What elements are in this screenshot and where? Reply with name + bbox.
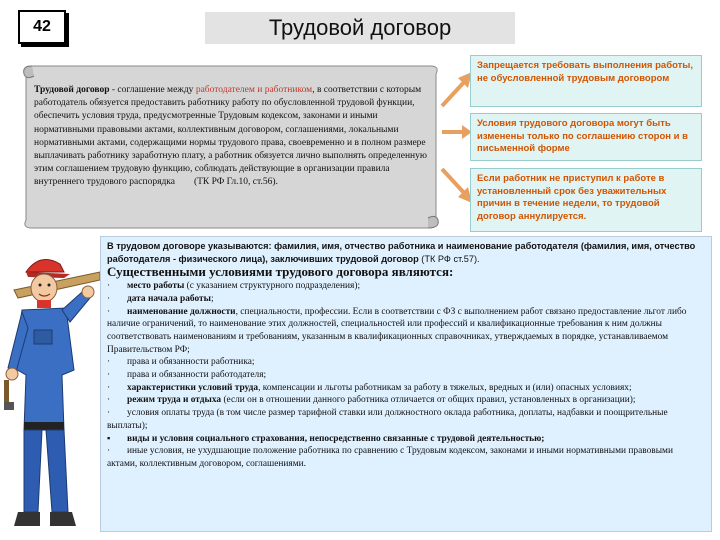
list-item [107,394,705,407]
item-bold-text: режим труда и отдыха [127,395,222,406]
bullet-icon: · [107,446,111,457]
definition-part2: , в соответствии с которым работодатель обязуется предоставить работнику работу по обусловленной трудовой функции, обеспечить условия труда, предусмотренные Трудовым кодексом, законами и иными нормативными правовыми актами, коллективным договором, соглашениями, локальными нормативными актами, содержащими нормы трудового права, своевременно и в полном размере выплачивать работнику заработную плату, а работник обязуется лично выполнять определенную этим соглашением трудовую функцию, соблюдать действующие в организации правила внутреннего трудового распорядка [34,85,427,188]
list-item [107,382,705,395]
item-text: (если он в отношении данного работника отличается от общих правил, установленных в организации); [221,395,636,406]
slide-number-badge: 42 [18,10,66,44]
bullet-icon: · [107,408,111,419]
list-item [107,306,705,357]
definition-text [34,84,432,190]
right-box-annulment: Если работник не приступил к работе в установленный срок без уважительных причин в течение недели, то трудовой договор аннулируется. [470,168,702,232]
bullet-icon: · [107,370,111,381]
list-item [107,407,705,432]
worker-illustration [4,250,100,535]
page-title: Трудовой договор [205,12,515,44]
item-text: права и обязанности работодателя; [127,370,267,381]
item-bold-text: наименование должности [127,306,236,317]
item-text: условия оплаты труда (в том числе размер тарифной ставки или должностного оклада работника, доплаты, надбавки и поощрительные выплаты); [107,408,668,431]
list-item [107,369,705,382]
item-bold-text: виды и условия социального страхования, непосредственно связанные с трудовой деятельностью; [127,433,545,444]
bullet-icon: · [107,357,111,368]
list-item [107,356,705,369]
definition-term: Трудовой договор [34,85,110,95]
bullet-icon: ▪ [107,433,111,444]
item-text: (с указанием структурного подразделения); [184,281,361,292]
list-item [107,280,705,293]
definition-parties: работодателем и работником [195,85,313,95]
item-bold-text: дата начала работы [127,293,211,304]
item-text: права и обязанности работника; [127,357,255,368]
definition-reference: (ТК РФ Гл.10, ст.56). [193,177,278,188]
list-item [107,433,705,446]
list-item [107,293,705,306]
item-text: , специальности, профессии. Если в соответствии с ФЗ с выполнением работ связано предоставление льгот либо наличие ограничений, то наименование этих должностей, специальностей или профессий и квалификационные требования к ним должны соответствовать наименованиям и требованиям, указанным в квалификационных справочниках, утверждаемых в порядке, устанавливаемом Правительством РФ; [107,306,687,355]
item-bold-text: характеристики условий труда [127,382,259,393]
main-intro-bold: В трудовом договоре указываются: фамилия, имя, отчество работника и наименование работодателя (фамилия, имя, отчество работодателя - физического лица), заключивших трудовой договор [107,241,696,264]
item-text: , компенсации и льготы работникам за работу в тяжелых, вредных и (или) опасных условиях; [258,382,632,393]
list-item [107,445,705,470]
arrow-to-box3 [440,165,474,205]
bullet-icon: · [107,395,111,406]
bullet-icon: · [107,281,111,292]
definition-part1: - соглашение между [109,85,196,95]
conditions-subheading: Существенными условиями трудового договора являются: [107,264,454,280]
bullet-icon: · [107,306,111,317]
bullet-icon: · [107,382,111,393]
right-box-changes: Условия трудового договора могут быть изменены только по соглашению сторон и в письменной форме [470,113,702,161]
arrow-to-box2 [440,122,474,142]
item-bold-text: место работы [127,281,185,292]
main-conditions-box [100,236,712,532]
main-intro [107,240,705,265]
item-text: иные условия, не ухудшающие положение работника по сравнению с Трудовым кодексом, законами и иными нормативными правовыми актами, коллективным договором, соглашениями. [107,446,673,469]
bullet-icon: · [107,293,111,304]
item-text: ; [210,293,214,304]
definition-scroll [18,62,444,232]
right-box-prohibition: Запрещается требовать выполнения работы, не обусловленной трудовым договором [470,55,702,107]
arrow-to-box1 [440,70,474,110]
main-intro-reference: (ТК РФ ст.57). [418,253,480,264]
